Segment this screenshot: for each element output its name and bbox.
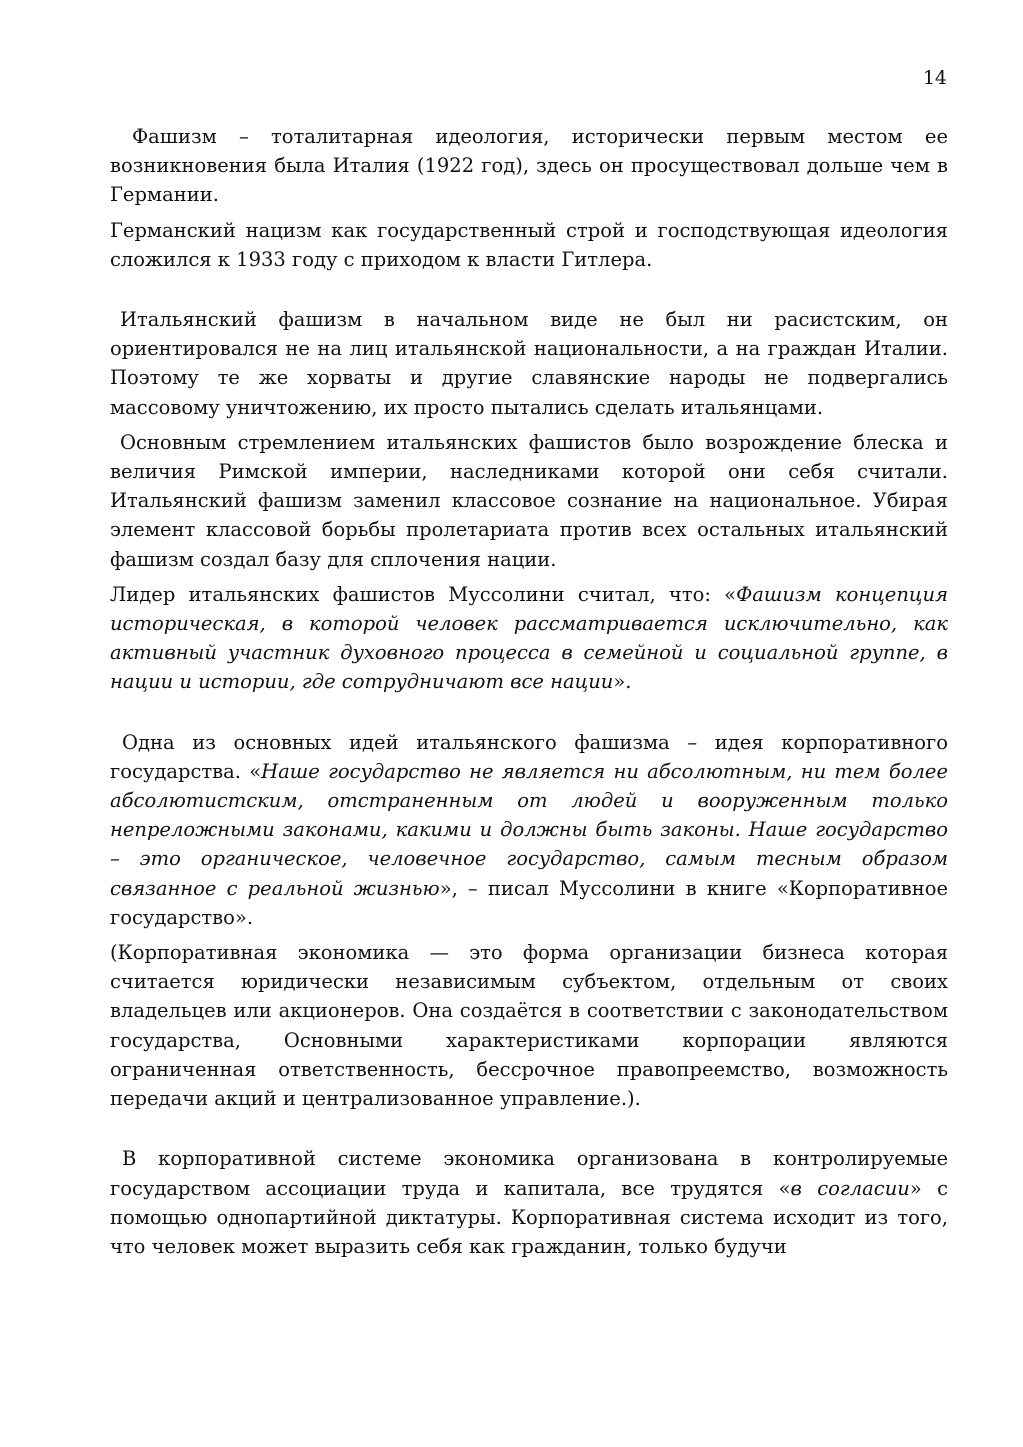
italic-quote: в согласии xyxy=(790,1176,910,1200)
quote-intro-text: Лидер итальянских фашистов Муссолини считал, что: « xyxy=(110,582,737,606)
quote-closing-text: » с помощью однопартийной диктатуры. Корпоративная система исходит из того, что человек может выразить себя как гражданин, только будучи xyxy=(110,1176,948,1258)
italic-quote: Фашизм концепция историческая, в которой человек рассматривается исключительно, как активный участник духовного процесса в семейной и социальной группе, в нации и истории, где сотрудничают все нации xyxy=(110,582,948,694)
page-number: 14 xyxy=(922,67,947,89)
paragraph-fascism-definition: Фашизм – тоталитарная идеология, исторически первым местом ее возникновения была Италия (1922 год), здесь он просуществовал дольше чем в Германии. xyxy=(110,125,948,207)
italic-quote: Наше государство не является ни абсолютным, ни тем более абсолютистским, отстраненным от людей и вооруженным только непреложными законами, какими и должны быть законы. Наше государство – это органическое, человечное государство, самым тесным образом связанное с реальной жизнью xyxy=(110,759,948,900)
paragraph-corporate-system xyxy=(110,1144,948,1261)
paragraph-german-nazism: Германский нацизм как государственный строй и господствующая идеология сложился к 1933 году с приходом к власти Гитлера. xyxy=(110,218,948,271)
paragraph-mussolini-quote xyxy=(110,580,948,697)
paragraph-corporate-state xyxy=(110,728,948,932)
quote-closing-text: », – писал Муссолини в книге «Корпоративное государство». xyxy=(110,876,948,929)
paragraph-corporate-economy: (Корпоративная экономика — это форма организации бизнеса которая считается юридически независимым субъектом, отдельным от своих владельцев или акционеров. Она создаётся в соответствии с законодательством государства, Основными характеристиками корпорации являются ограниченная ответственность, бессрочное правопреемство, возможность передачи акций и централизованное управление.). xyxy=(110,941,948,1111)
quote-intro-text: Одна из основных идей итальянского фашизма – идея корпоративного государства. « xyxy=(110,730,948,783)
document-body xyxy=(110,122,948,1261)
paragraph-italian-fascism-not-racist: Итальянский фашизм в начальном виде не был ни расистским, он ориентировался не на лиц итальянской национальности, а на граждан Италии. Поэтому те же хорваты и другие славянские народы не подвергались массовому уничтожению, их просто пытались сделать итальянцами. xyxy=(110,308,948,419)
paragraph-roman-empire-revival: Основным стремлением итальянских фашистов было возрождение блеска и величия Римской империи, наследниками которой они себя считали. Итальянский фашизм заменил классовое сознание на национальное. Убирая элемент классовой борьбы пролетариата против всех остальных итальянский фашизм создал базу для сплочения нации. xyxy=(110,430,948,571)
quote-intro-text: В корпоративной системе экономика организована в контролируемые государством ассоциации труда и капитала, все трудятся « xyxy=(110,1147,948,1200)
quote-closing-text: ». xyxy=(613,670,632,694)
